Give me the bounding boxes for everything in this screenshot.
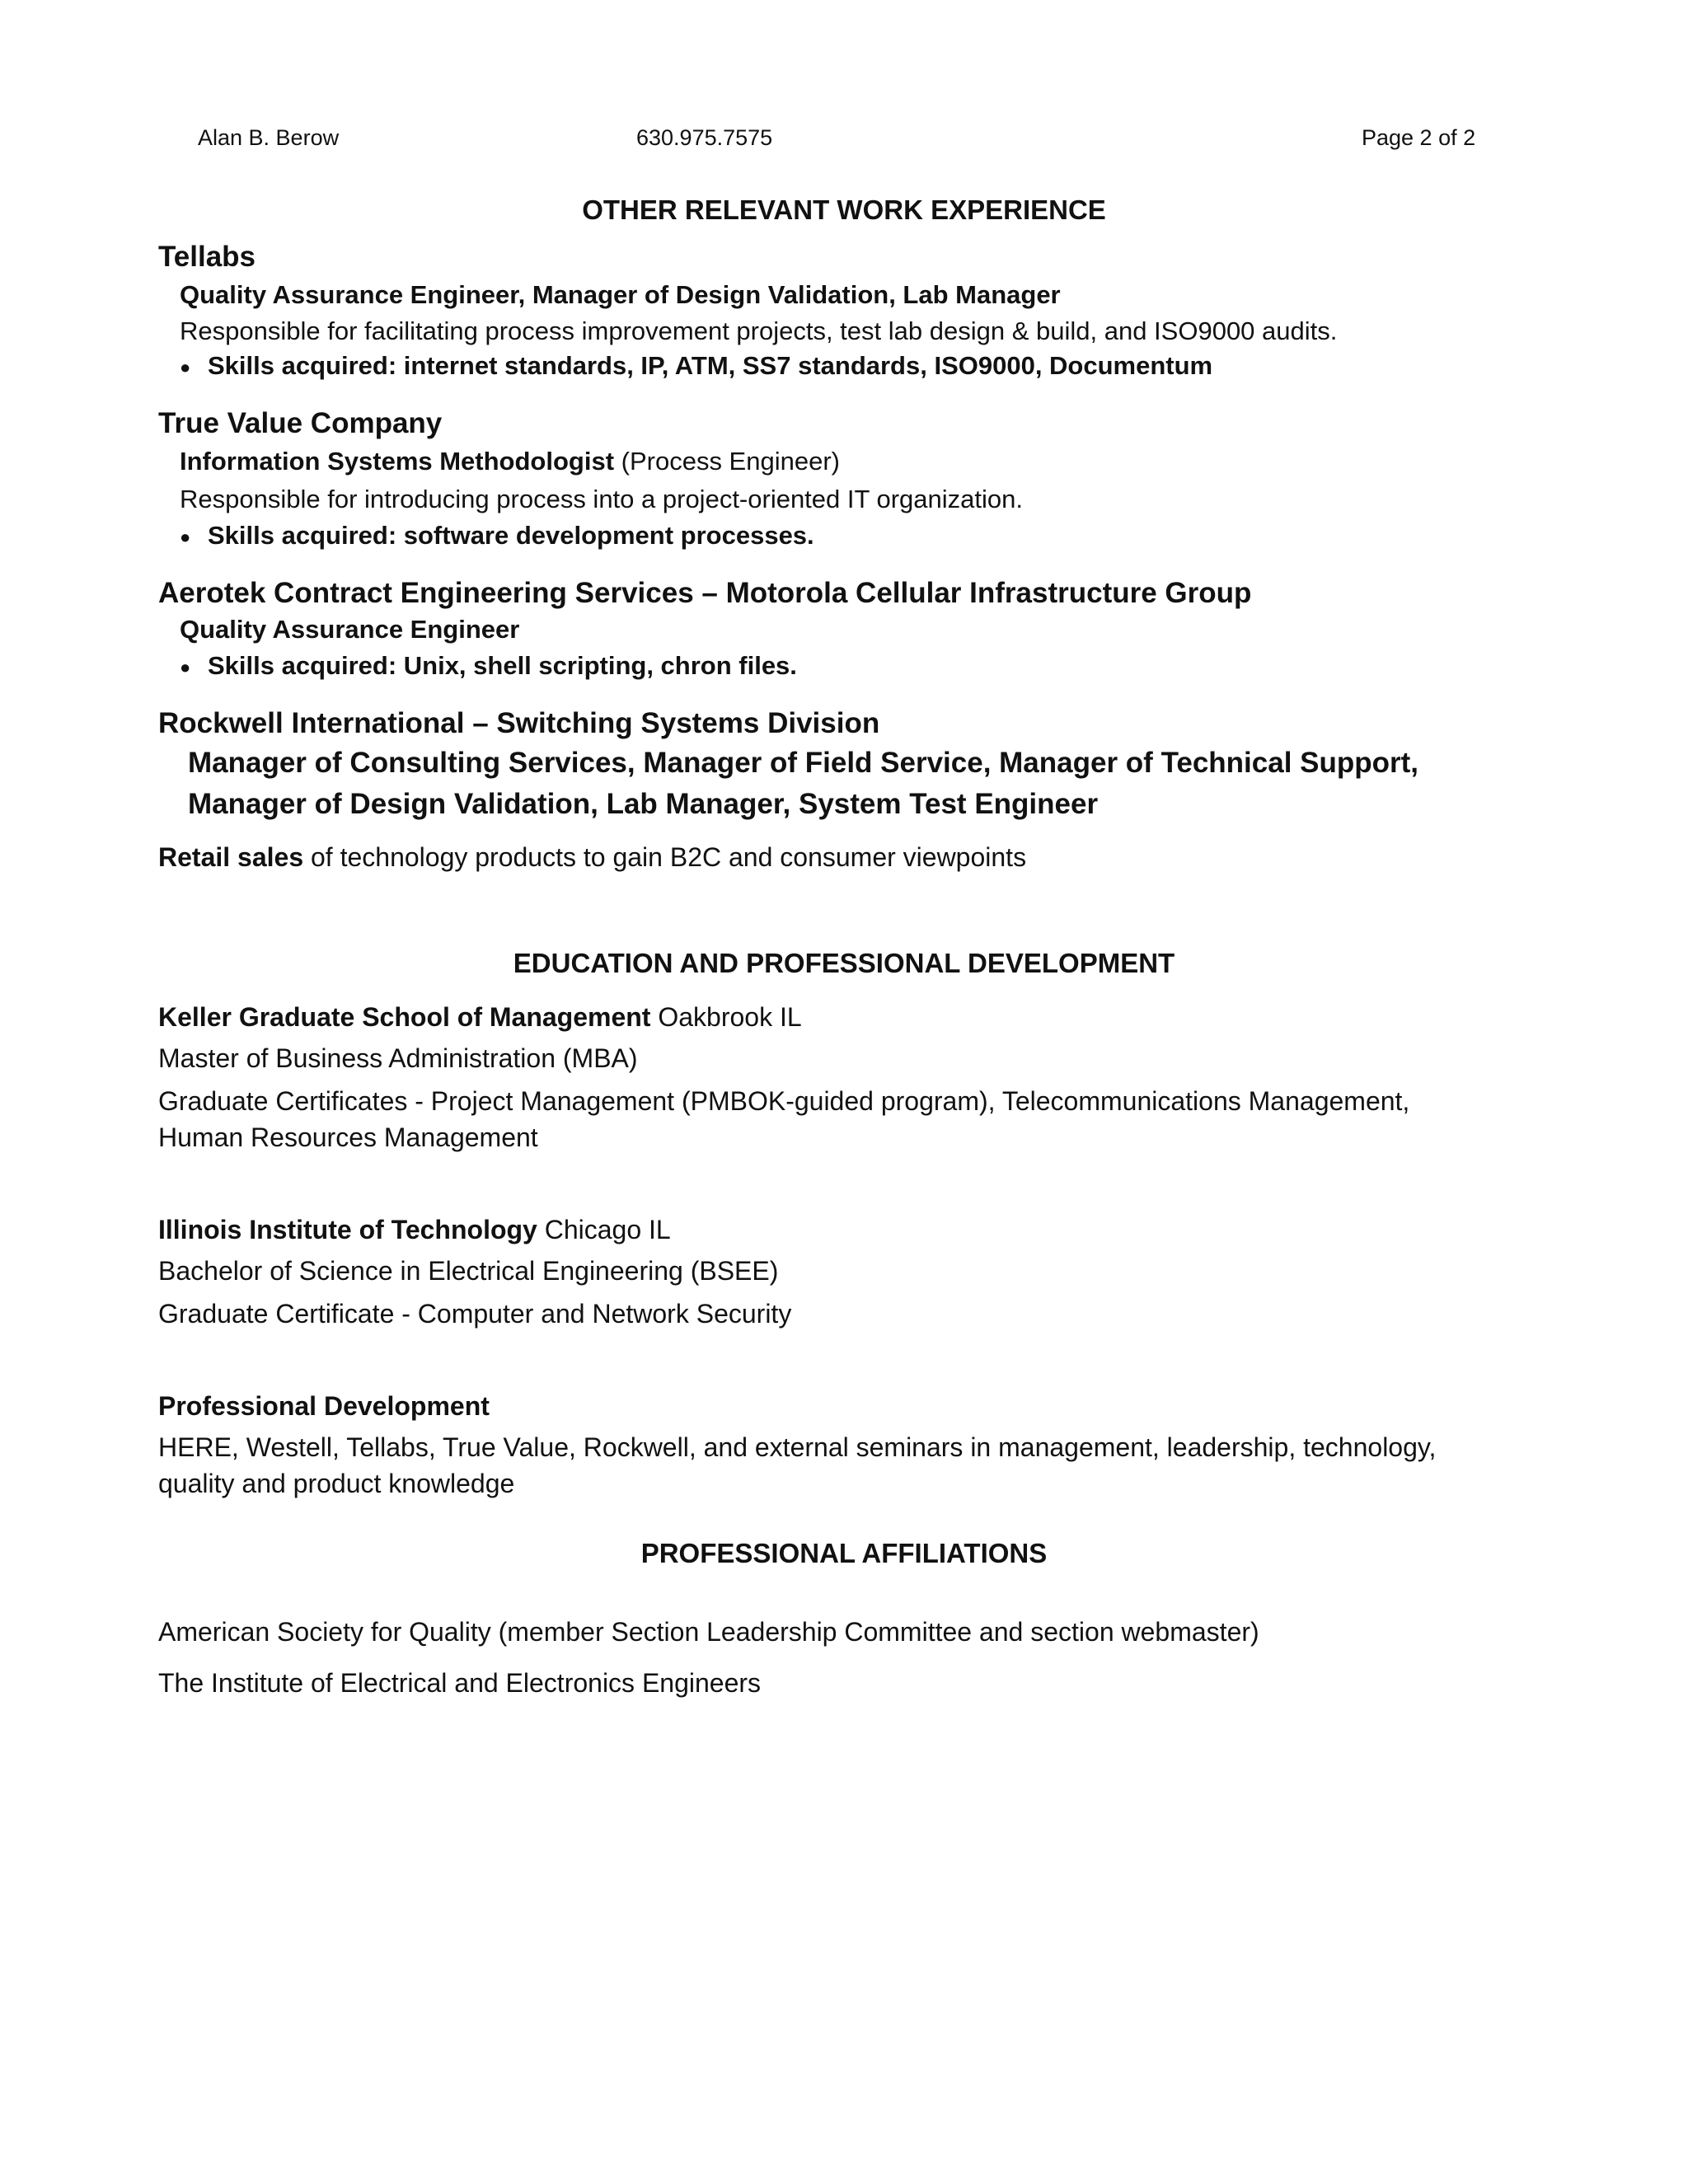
retail-sales-line: [158, 842, 1026, 873]
desc-tellabs: Responsible for facilitating process improvement projects, test lab design & build, and ISO9000 audits.: [180, 316, 1338, 345]
role-true-value-note: (Process Engineer): [614, 447, 840, 476]
prof-dev-line1: HERE, Westell, Tellabs, True Value, Rockwell, and external seminars in management, leadership, technology,: [158, 1432, 1437, 1462]
role-aerotek: Quality Assurance Engineer: [180, 615, 520, 644]
company-tellabs: Tellabs: [158, 241, 256, 273]
retail-sales-bold: Retail sales: [158, 842, 304, 872]
company-rockwell: Rockwell International – Switching Systems Division: [158, 707, 880, 739]
role-rockwell-line1: Manager of Consulting Services, Manager of Field Service, Manager of Technical Support,: [188, 747, 1419, 779]
header-page-number: Page 2 of 2: [1362, 125, 1476, 150]
bullet-icon: ●: [180, 356, 191, 377]
prof-dev-title: Professional Development: [158, 1391, 490, 1421]
work-section-heading: OTHER RELEVANT WORK EXPERIENCE: [582, 194, 1106, 225]
skills-aerotek: [180, 651, 797, 681]
skills-true-value: [180, 521, 814, 551]
role-rockwell-line2: Manager of Design Validation, Lab Manager, System Test Engineer: [188, 788, 1099, 820]
degree-bsee: Bachelor of Science in Electrical Engineering (BSEE): [158, 1256, 779, 1286]
retail-sales-text: of technology products to gain B2C and consumer viewpoints: [303, 842, 1027, 872]
company-true-value: True Value Company: [158, 407, 443, 439]
affiliations-section-heading: PROFESSIONAL AFFILIATIONS: [640, 1538, 1048, 1568]
degree-mba: Master of Business Administration (MBA): [158, 1043, 638, 1073]
role-tellabs: Quality Assurance Engineer, Manager of Design Validation, Lab Manager: [180, 280, 1061, 309]
skills-tellabs: [180, 351, 1212, 381]
affiliation-item: The Institute of Electrical and Electronics Engineers: [158, 1668, 762, 1698]
cert-iit: Graduate Certificate - Computer and Network Security: [158, 1299, 792, 1329]
role-true-value: [180, 447, 840, 476]
skills-tellabs-text: Skills acquired: internet standards, IP, ATM, SS7 standards, ISO9000, Documentum: [208, 351, 1213, 380]
school-keller-name: Keller Graduate School of Management: [158, 1002, 651, 1032]
school-keller: [158, 1002, 802, 1033]
school-keller-location: Oakbrook IL: [650, 1002, 802, 1032]
skills-true-value-text: Skills acquired: software development processes.: [208, 521, 814, 550]
school-iit-location: Chicago IL: [537, 1215, 671, 1244]
bullet-icon: ●: [180, 656, 191, 677]
certs-keller-line2: Human Resources Management: [158, 1122, 538, 1152]
school-iit-name: Illinois Institute of Technology: [158, 1215, 537, 1244]
prof-dev-line2: quality and product knowledge: [158, 1469, 515, 1498]
role-true-value-title: Information Systems Methodologist: [180, 447, 615, 476]
education-section-heading: EDUCATION AND PROFESSIONAL DEVELOPMENT: [513, 948, 1175, 978]
company-aerotek: Aerotek Contract Engineering Services – Motorola Cellular Infrastructure Group: [158, 577, 1252, 609]
header-name: Alan B. Berow: [198, 125, 340, 150]
certs-keller-line1: Graduate Certificates - Project Management (PMBOK-guided program), Telecommunications Management,: [158, 1086, 1410, 1116]
skills-aerotek-text: Skills acquired: Unix, shell scripting, chron files.: [208, 651, 797, 680]
header-phone: 630.975.7575: [636, 125, 773, 150]
school-iit: [158, 1215, 671, 1245]
desc-true-value: Responsible for introducing process into a project-oriented IT organization.: [180, 485, 1023, 513]
bullet-icon: ●: [180, 526, 191, 547]
affiliation-item: American Society for Quality (member Section Leadership Committee and section webmaster): [158, 1617, 1259, 1647]
